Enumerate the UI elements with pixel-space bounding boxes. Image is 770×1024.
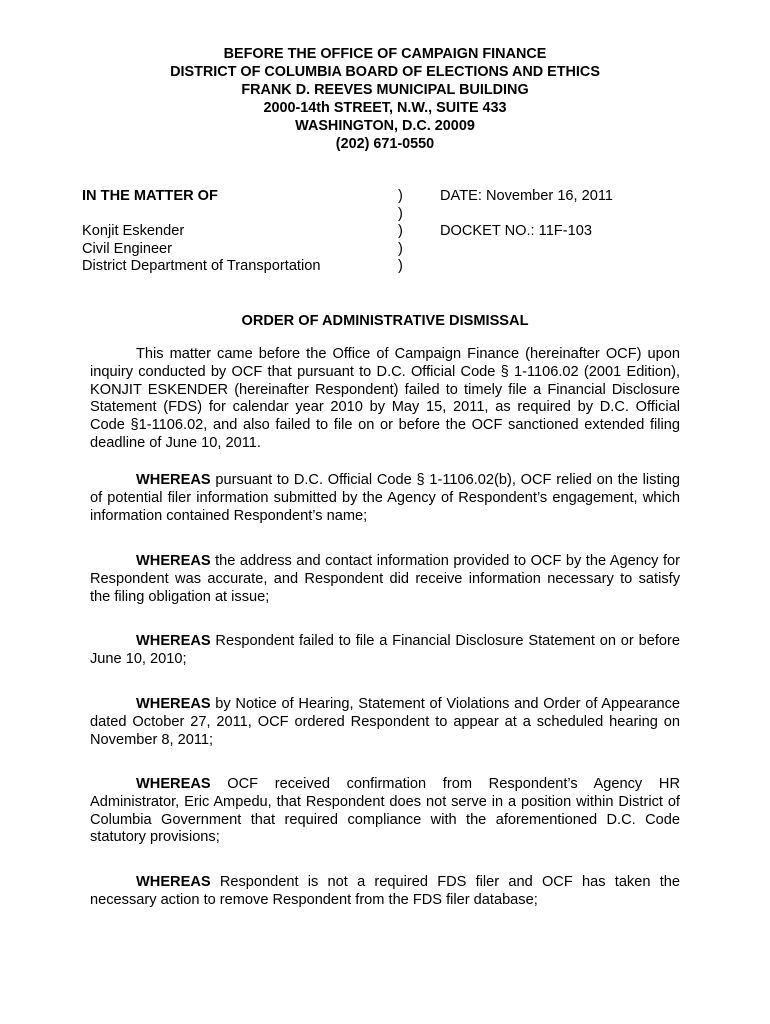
whereas-paragraph: WHEREAS by Notice of Hearing, Statement of Violations and Order of Appearance dated October 27, 2011, OCF ordered Respondent to appear at a scheduled hearing on November 8, 2011; bbox=[90, 696, 680, 748]
header-line-building: FRANK D. REEVES MUNICIPAL BUILDING bbox=[241, 82, 529, 98]
whereas-label: WHEREAS bbox=[136, 553, 211, 569]
whereas-label: WHEREAS bbox=[136, 874, 211, 890]
header-line-street: 2000-14th STREET, N.W., SUITE 433 bbox=[263, 100, 507, 116]
respondent-title: Civil Engineer bbox=[82, 240, 173, 257]
docket-number: DOCKET NO.: 11F-103 bbox=[440, 223, 592, 239]
respondent-name: Konjit Eskender bbox=[82, 223, 185, 239]
whereas-label: WHEREAS bbox=[136, 633, 211, 649]
whereas-paragraph: WHEREAS Respondent failed to file a Financial Disclosure Statement on or before June 10, 2010; bbox=[90, 633, 680, 667]
header-line-board: DISTRICT OF COLUMBIA BOARD OF ELECTIONS AND ETHICS bbox=[170, 64, 600, 80]
header-line-city: WASHINGTON, D.C. 20009 bbox=[295, 118, 475, 134]
document-header bbox=[0, 45, 770, 153]
whereas-label: WHEREAS bbox=[136, 472, 211, 488]
intro-paragraph: This matter came before the Office of Campaign Finance (hereinafter OCF) upon inquiry conducted by OCF that pursuant to D.C. Official Code § 1-1106.02 (2001 Edition), KONJIT ESKENDER (hereinafter Respondent) failed to timely file a Financial Disclosure Statement (FDS) for calendar year 2010 by May 15, 2011, as required by D.C. Official Code §1-1106.02, and also failed to file on or before the OCF sanctioned extended filing deadline of June 10, 2011. bbox=[90, 346, 680, 451]
caption-divider: ) ) ) ) ) bbox=[398, 188, 403, 274]
case-date: DATE: November 16, 2011 bbox=[440, 188, 614, 204]
case-caption bbox=[82, 188, 682, 278]
whereas-label: WHEREAS bbox=[136, 696, 211, 712]
order-title: ORDER OF ADMINISTRATIVE DISMISSAL bbox=[241, 313, 529, 329]
in-the-matter-label: IN THE MATTER OF bbox=[82, 188, 218, 204]
whereas-label: WHEREAS bbox=[136, 776, 211, 792]
respondent-agency: District Department of Transportation bbox=[82, 258, 321, 274]
whereas-paragraph: WHEREAS pursuant to D.C. Official Code § 1-1106.02(b), OCF relied on the listing of potential filer information submitted by the Agency of Respondent’s engagement, which information contained Respondent’s name; bbox=[90, 472, 680, 524]
header-line-office: BEFORE THE OFFICE OF CAMPAIGN FINANCE bbox=[223, 46, 547, 62]
caption-case-info bbox=[440, 188, 700, 241]
whereas-paragraph: WHEREAS OCF received confirmation from Respondent’s Agency HR Administrator, Eric Ampedu, that Respondent does not serve in a position within District of Columbia Government that required compliance with the aforementioned D.C. Code statutory provisions; bbox=[90, 776, 680, 846]
whereas-paragraph: WHEREAS Respondent is not a required FDS filer and OCF has taken the necessary action to remove Respondent from the FDS filer database; bbox=[90, 874, 680, 908]
header-line-phone: (202) 671-0550 bbox=[335, 136, 435, 152]
whereas-paragraph: WHEREAS the address and contact information provided to OCF by the Agency for Respondent was accurate, and Respondent did receive information necessary to satisfy the filing obligation at issue; bbox=[90, 553, 680, 605]
caption-party-block bbox=[82, 188, 382, 276]
